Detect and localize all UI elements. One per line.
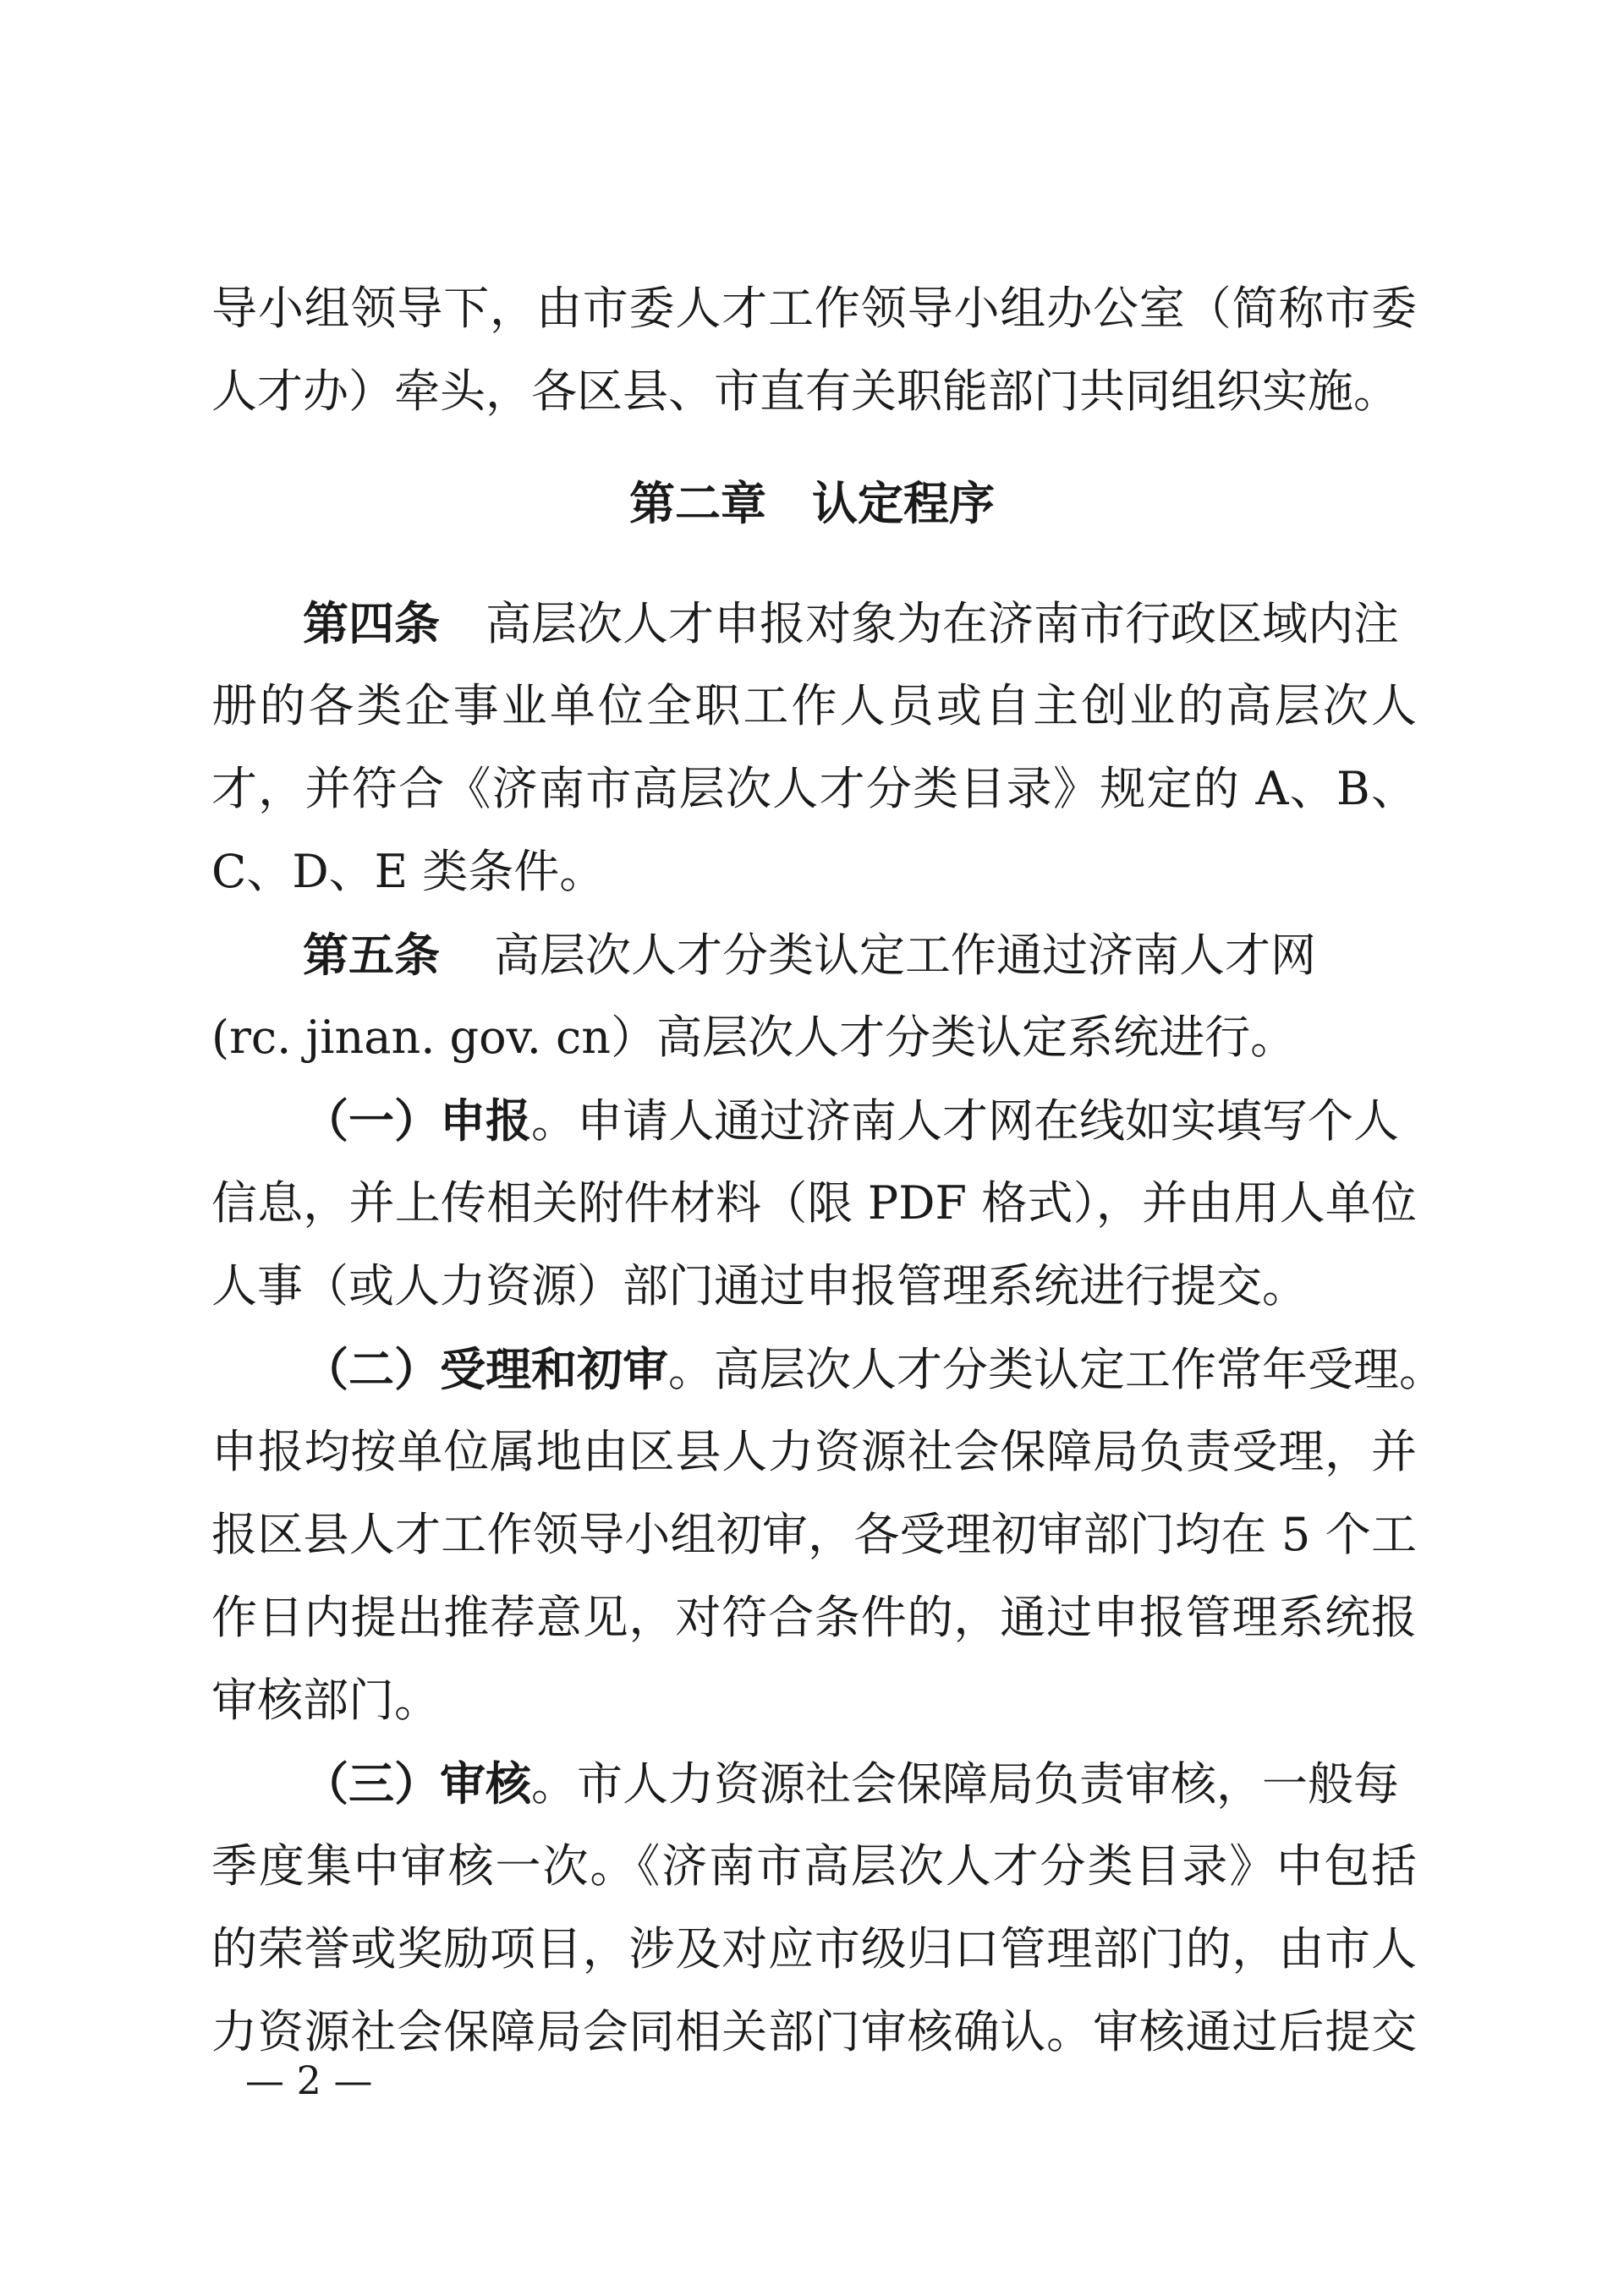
item2-line-2: 申报均按单位属地由区县人力资源社会保障局负责受理，并 (211, 1425, 1417, 1478)
item3-first-line (303, 1754, 1417, 1813)
item2-text-1: 。高层次人才分类认定工作常年受理。 (668, 1343, 1445, 1396)
intro-line-1: 导小组领导下，由市委人才工作领导小组办公室（简称市委 (211, 282, 1417, 335)
article4-line-2: 册的各类企事业单位全职工作人员或自主创业的高层次人 (211, 679, 1417, 732)
item2-line-4: 作日内提出推荐意见，对符合条件的，通过申报管理系统报 (211, 1591, 1417, 1644)
article5-first-line (303, 925, 1417, 984)
item3-line-2: 季度集中审核一次。《济南市高层次人才分类目录》中包括 (211, 1839, 1417, 1893)
article4-text-1: 高层次人才申报对象为在济南市行政区域内注 (486, 597, 1399, 650)
article4-label: 第四条 (303, 596, 440, 650)
intro-line-2: 人才办）牵头，各区县、市直有关职能部门共同组织实施。 (211, 364, 1399, 418)
article5-line-2: (rc. jinan. gov. cn）高层次人才分类认定系统进行。 (211, 1011, 1297, 1064)
item2-line-3: 报区县人才工作领导小组初审，各受理初审部门均在 5 个工 (211, 1508, 1417, 1561)
article4-line-3: 才，并符合《济南市高层次人才分类目录》规定的 A、B、 (211, 762, 1417, 815)
item1-first-line (303, 1091, 1417, 1150)
item3-text-1: 。市人力资源社会保障局负责审核，一般每 (531, 1757, 1399, 1811)
item3-line-4: 力资源社会保障局会同相关部门审核确认。审核通过后提交 (211, 2005, 1417, 2058)
item3-label: （三）审核 (303, 1756, 531, 1811)
item2-label: （二）受理和初审 (303, 1342, 668, 1396)
article4-line-4: C、D、E 类条件。 (211, 845, 606, 898)
article4-first-line (303, 594, 1417, 653)
item1-text-1: 。申请人通过济南人才网在线如实填写个人 (531, 1094, 1399, 1148)
page-number: — 2 — (245, 2058, 373, 2103)
item1-line-3: 人事（或人力资源）部门通过申报管理系统进行提交。 (211, 1259, 1308, 1312)
item2-line-5: 审核部门。 (211, 1674, 440, 1727)
item1-label: （一）申报 (303, 1093, 531, 1148)
item3-line-3: 的荣誉或奖励项目，涉及对应市级归口管理部门的，由市人 (211, 1922, 1417, 1975)
item1-line-2: 信息，并上传相关附件材料（限 PDF 格式），并由用人单位 (211, 1176, 1417, 1230)
article5-text-1: 高层次人才分类认定工作通过济南人才网 (494, 929, 1316, 982)
article5-label: 第五条 (303, 928, 440, 982)
chapter-heading: 第二章 认定程序 (629, 476, 995, 530)
item2-first-line (303, 1340, 1445, 1399)
